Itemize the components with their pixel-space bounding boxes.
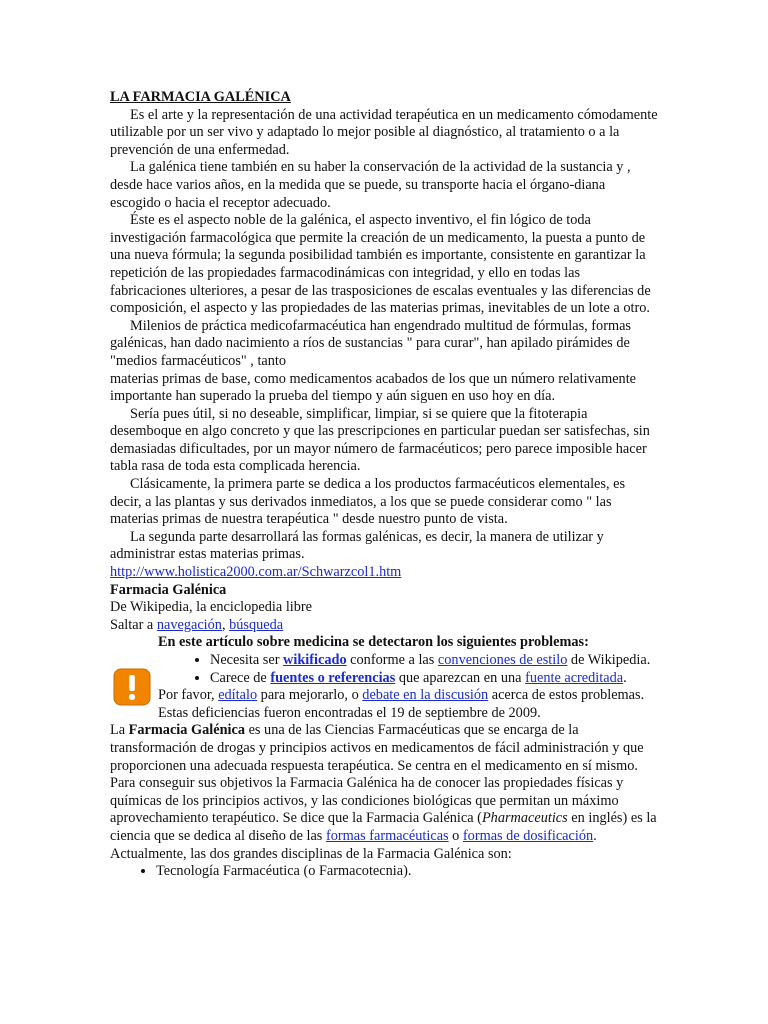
paragraph-1: Es el arte y la representación de una actividad terapéutica en un medicamento cómodamente utilizable por un ser vivo y adaptado lo mejor posible al diagnóstico, al tratamiento o a la prevención de una enfermedad.	[110, 106, 658, 158]
notice-content	[158, 634, 658, 722]
issue-text: de Wikipedia.	[567, 652, 651, 668]
paragraph-4-continued: materias primas de base, como medicamentos acabados de los que un número relativamente importante han superado la prueba del tiempo y aún siguen en uso hoy en día.	[110, 370, 637, 405]
paragraph-6: Clásicamente, la primera parte se dedica a los productos farmacéuticos elementales, es decir, a las plantas y sus derivados inmediatos, a los que se puede considerar como " las materias primas de nuestra terapéutica " desde nuestro punto de vista.	[110, 476, 626, 528]
issue-text: Necesita ser	[210, 652, 284, 668]
body-bold-term: Farmacia Galénica	[128, 722, 245, 739]
wiki-source: De Wikipedia, la enciclopedia libre	[110, 599, 313, 616]
body-text: La	[110, 722, 129, 739]
wiki-body-paragraph	[110, 722, 658, 845]
body-text: .	[593, 827, 597, 844]
warning-exclamation-icon	[111, 666, 153, 708]
issue-text: que aparezcan en una	[395, 669, 526, 686]
source-url-line	[110, 564, 658, 582]
document-body	[110, 89, 658, 881]
search-link[interactable]: búsqueda	[229, 616, 284, 633]
edit-link[interactable]: edítalo	[218, 687, 258, 704]
paragraph-5: Sería pues útil, si no deseable, simplificar, limpiar, si se quiere que la fitoterapia desemboque en algo concreto y que las prescripciones en particular puedan ser satisfechas, sin demasiadas dificultades, por un mayor número de farmacéuticos; pero parece imposible hacer tabla rasa de toda esta complicada herencia.	[110, 405, 650, 475]
body-text: en inglés) es la ciencia que se dedica al diseño de las	[110, 810, 657, 844]
fix-text: acerca de estos problemas.	[488, 687, 645, 704]
references-link[interactable]: fuentes o referencias	[270, 669, 396, 686]
body-italic-term: Pharmaceutics	[481, 810, 568, 827]
pharmaceutical-forms-link[interactable]: formas farmacéuticas	[325, 827, 449, 844]
style-conventions-link[interactable]: convenciones de estilo	[437, 652, 568, 668]
body-text: o	[448, 827, 463, 844]
maintenance-notice	[110, 634, 658, 722]
body-text: es una de las Ciencias Farmacéuticas que se encarga de la transformación de drogas y principios activos en medicamentos de fácil administración y que proporcionen una adecuada respuesta terapéutica. Se centra en el medicamento en sí mismo. Para conseguir sus objetivos la Farmacia Galénica ha de conocer las propiedades físicas y químicas de los principios activos, y las condiciones biológicas que permitan un máximo aprovechamiento terapéutico. Se dice que la Farmacia Galénica (	[110, 722, 644, 827]
list-item: • Tecnología Farmacéutica (o Farmacotecnia).	[156, 863, 658, 881]
notice-issue-references	[210, 670, 658, 688]
navigation-link[interactable]: navegación	[156, 616, 222, 633]
paragraph-2: La galénica tiene también en su haber la conservación de la actividad de la sustancia y , desde hace varios años, en la medida que se puede, su transporte hacia el órgano-diana escogido o hacia el receptor adecuado.	[110, 159, 631, 211]
source-url-link[interactable]: http://www.holistica2000.com.ar/Schwarzcol1.htm	[110, 564, 402, 581]
dosage-forms-link[interactable]: formas de dosificación	[462, 827, 594, 844]
skip-prefix: Saltar a	[110, 616, 157, 633]
notice-headline: En este artículo sobre medicina se detectaron los siguientes problemas:	[158, 634, 589, 651]
paragraph-3: Éste es el aspecto noble de la galénica, el aspecto inventivo, el fin lógico de toda investigación farmacológica que permite la creación de un medicamento, la puesta a punto de una nueva fórmula; la segunda posibilidad también es importante, consistente en garantizar la repetición de las propiedades farmacodinámicas con integridad, y ello en todas las fabricaciones ulteriores, a pesar de las trasposiciones de escalas eventuales y las diferencias de composición, el aspecto y las propiedades de las materias primas, inevitables de un lote a otro.	[110, 212, 651, 317]
wikify-link[interactable]: wikificado	[283, 652, 347, 668]
issue-text: .	[623, 669, 627, 686]
skip-separator: ,	[221, 616, 230, 633]
notice-fix-request	[158, 687, 658, 705]
wiki-skip-links	[110, 617, 658, 635]
wiki-heading: Farmacia Galénica	[110, 581, 227, 598]
disciplines-intro: Actualmente, las dos grandes disciplinas de la Farmacia Galénica son:	[110, 845, 512, 862]
page-title: LA FARMACIA GALÉNICA	[110, 89, 291, 105]
notice-issue-wikify	[210, 652, 658, 670]
notice-issues	[158, 652, 658, 687]
talk-page-link[interactable]: debate en la discusión	[362, 687, 489, 704]
issue-text: conforme a las	[346, 652, 438, 668]
disciplines-list	[110, 863, 658, 881]
issue-text: Carece de	[210, 669, 271, 686]
fix-text: Por favor,	[158, 687, 219, 704]
paragraph-4: Milenios de práctica medicofarmacéutica han engendrado multitud de fórmulas, formas galénicas, han dado nacimiento a ríos de sustancias " para curar", han apilado pirámides de "medios farmacéuticos" , tanto	[110, 317, 631, 369]
reliable-source-link[interactable]: fuente acreditada	[525, 669, 624, 686]
paragraph-7: La segunda parte desarrollará las formas galénicas, es decir, la manera de utilizar y administrar estas materias primas.	[110, 528, 604, 563]
fix-text: para mejorarlo, o	[257, 687, 363, 704]
notice-date: Estas deficiencias fueron encontradas el 19 de septiembre de 2009.	[158, 704, 541, 721]
